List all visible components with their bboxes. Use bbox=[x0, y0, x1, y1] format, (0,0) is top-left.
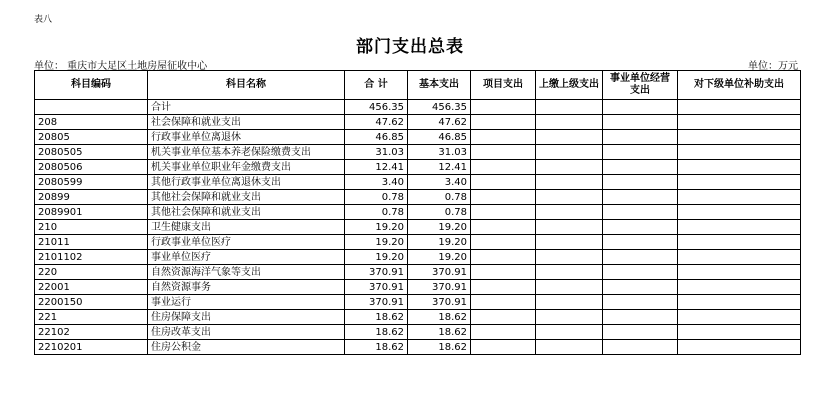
cell-total: 18.62 bbox=[345, 325, 408, 340]
cell-code: 208 bbox=[35, 115, 148, 130]
cell-business bbox=[603, 205, 678, 220]
cell-name: 行政事业单位离退休 bbox=[148, 130, 345, 145]
cell-lower bbox=[678, 235, 801, 250]
table-row bbox=[35, 340, 801, 355]
cell-name: 其他社会保障和就业支出 bbox=[148, 190, 345, 205]
cell-total: 47.62 bbox=[345, 115, 408, 130]
cell-total: 19.20 bbox=[345, 235, 408, 250]
cell-upper bbox=[536, 280, 603, 295]
cell-name: 事业单位医疗 bbox=[148, 250, 345, 265]
cell-business bbox=[603, 160, 678, 175]
cell-name: 自然资源事务 bbox=[148, 280, 345, 295]
cell-basic: 18.62 bbox=[408, 310, 471, 325]
cell-upper bbox=[536, 190, 603, 205]
cell-code: 21011 bbox=[35, 235, 148, 250]
header-business: 事业单位经营支出 bbox=[603, 71, 678, 100]
cell-name: 其他社会保障和就业支出 bbox=[148, 205, 345, 220]
table-row bbox=[35, 115, 801, 130]
cell-lower bbox=[678, 310, 801, 325]
table-row bbox=[35, 190, 801, 205]
cell-business bbox=[603, 280, 678, 295]
cell-upper bbox=[536, 205, 603, 220]
cell-total: 3.40 bbox=[345, 175, 408, 190]
cell-code: 22001 bbox=[35, 280, 148, 295]
cell-name: 其他行政事业单位离退休支出 bbox=[148, 175, 345, 190]
table-row bbox=[35, 310, 801, 325]
table-row bbox=[35, 325, 801, 340]
header-upper: 上缴上级支出 bbox=[536, 71, 603, 100]
cell-upper bbox=[536, 325, 603, 340]
cell-total: 0.78 bbox=[345, 190, 408, 205]
cell-business bbox=[603, 325, 678, 340]
cell-business bbox=[603, 340, 678, 355]
cell-basic: 0.78 bbox=[408, 205, 471, 220]
cell-lower bbox=[678, 280, 801, 295]
cell-name: 行政事业单位医疗 bbox=[148, 235, 345, 250]
expenditure-table bbox=[34, 70, 801, 355]
cell-business bbox=[603, 175, 678, 190]
cell-code: 22102 bbox=[35, 325, 148, 340]
table-number-label: 表八 bbox=[34, 15, 53, 25]
cell-project bbox=[471, 250, 536, 265]
cell-upper bbox=[536, 310, 603, 325]
cell-name: 自然资源海洋气象等支出 bbox=[148, 265, 345, 280]
cell-project bbox=[471, 325, 536, 340]
cell-business bbox=[603, 190, 678, 205]
cell-name: 机关事业单位基本养老保险缴费支出 bbox=[148, 145, 345, 160]
cell-project bbox=[471, 220, 536, 235]
unit-organization: 单位： 重庆市大足区土地房屋征收中心 bbox=[34, 61, 208, 72]
table-row bbox=[35, 205, 801, 220]
cell-total: 370.91 bbox=[345, 295, 408, 310]
cell-project bbox=[471, 190, 536, 205]
cell-upper bbox=[536, 160, 603, 175]
table-row bbox=[35, 250, 801, 265]
cell-code: 20899 bbox=[35, 190, 148, 205]
cell-business bbox=[603, 310, 678, 325]
cell-business bbox=[603, 220, 678, 235]
cell-basic: 47.62 bbox=[408, 115, 471, 130]
cell-name: 卫生健康支出 bbox=[148, 220, 345, 235]
header-project: 项目支出 bbox=[471, 71, 536, 100]
cell-total: 19.20 bbox=[345, 250, 408, 265]
cell-project bbox=[471, 280, 536, 295]
cell-project bbox=[471, 175, 536, 190]
cell-name: 住房公积金 bbox=[148, 340, 345, 355]
cell-lower bbox=[678, 175, 801, 190]
unit-currency: 单位：万元 bbox=[748, 61, 798, 72]
cell-name: 合计 bbox=[148, 100, 345, 115]
cell-basic: 19.20 bbox=[408, 220, 471, 235]
cell-project bbox=[471, 295, 536, 310]
cell-basic: 18.62 bbox=[408, 340, 471, 355]
cell-code: 220 bbox=[35, 265, 148, 280]
cell-total: 19.20 bbox=[345, 220, 408, 235]
cell-lower bbox=[678, 190, 801, 205]
cell-upper bbox=[536, 250, 603, 265]
cell-upper bbox=[536, 295, 603, 310]
cell-name: 机关事业单位职业年金缴费支出 bbox=[148, 160, 345, 175]
cell-business bbox=[603, 130, 678, 145]
header-code: 科目编码 bbox=[35, 71, 148, 100]
table-row bbox=[35, 280, 801, 295]
cell-project bbox=[471, 235, 536, 250]
cell-lower bbox=[678, 145, 801, 160]
cell-lower bbox=[678, 160, 801, 175]
table-row bbox=[35, 265, 801, 280]
cell-basic: 0.78 bbox=[408, 190, 471, 205]
cell-project bbox=[471, 340, 536, 355]
cell-lower bbox=[678, 340, 801, 355]
cell-upper bbox=[536, 100, 603, 115]
cell-lower bbox=[678, 100, 801, 115]
cell-project bbox=[471, 205, 536, 220]
cell-project bbox=[471, 160, 536, 175]
cell-project bbox=[471, 100, 536, 115]
cell-code: 2210201 bbox=[35, 340, 148, 355]
header-lower: 对下级单位补助支出 bbox=[678, 71, 801, 100]
table-row bbox=[35, 235, 801, 250]
cell-basic: 456.35 bbox=[408, 100, 471, 115]
cell-lower bbox=[678, 250, 801, 265]
cell-code: 2080505 bbox=[35, 145, 148, 160]
table-row bbox=[35, 175, 801, 190]
cell-basic: 3.40 bbox=[408, 175, 471, 190]
cell-basic: 31.03 bbox=[408, 145, 471, 160]
cell-code: 20805 bbox=[35, 130, 148, 145]
cell-code: 2200150 bbox=[35, 295, 148, 310]
cell-project bbox=[471, 130, 536, 145]
cell-lower bbox=[678, 205, 801, 220]
cell-upper bbox=[536, 340, 603, 355]
cell-project bbox=[471, 265, 536, 280]
cell-total: 12.41 bbox=[345, 160, 408, 175]
cell-code: 2080506 bbox=[35, 160, 148, 175]
cell-basic: 370.91 bbox=[408, 295, 471, 310]
cell-lower bbox=[678, 265, 801, 280]
cell-basic: 19.20 bbox=[408, 235, 471, 250]
cell-upper bbox=[536, 130, 603, 145]
cell-total: 18.62 bbox=[345, 340, 408, 355]
cell-total: 18.62 bbox=[345, 310, 408, 325]
cell-business bbox=[603, 100, 678, 115]
cell-business bbox=[603, 235, 678, 250]
header-total: 合 计 bbox=[345, 71, 408, 100]
cell-business bbox=[603, 250, 678, 265]
cell-name: 住房改革支出 bbox=[148, 325, 345, 340]
cell-total: 31.03 bbox=[345, 145, 408, 160]
cell-total: 370.91 bbox=[345, 265, 408, 280]
cell-lower bbox=[678, 220, 801, 235]
cell-total: 456.35 bbox=[345, 100, 408, 115]
cell-upper bbox=[536, 175, 603, 190]
header-basic: 基本支出 bbox=[408, 71, 471, 100]
cell-total: 0.78 bbox=[345, 205, 408, 220]
cell-business bbox=[603, 145, 678, 160]
cell-upper bbox=[536, 115, 603, 130]
cell-basic: 370.91 bbox=[408, 265, 471, 280]
cell-lower bbox=[678, 115, 801, 130]
table-row bbox=[35, 130, 801, 145]
cell-name: 事业运行 bbox=[148, 295, 345, 310]
cell-lower bbox=[678, 325, 801, 340]
cell-code: 221 bbox=[35, 310, 148, 325]
header-name: 科目名称 bbox=[148, 71, 345, 100]
cell-code: 2089901 bbox=[35, 205, 148, 220]
cell-basic: 18.62 bbox=[408, 325, 471, 340]
page-title: 部门支出总表 bbox=[356, 37, 464, 57]
cell-lower bbox=[678, 295, 801, 310]
cell-upper bbox=[536, 265, 603, 280]
cell-basic: 19.20 bbox=[408, 250, 471, 265]
cell-total: 46.85 bbox=[345, 130, 408, 145]
cell-code: 2080599 bbox=[35, 175, 148, 190]
cell-basic: 12.41 bbox=[408, 160, 471, 175]
cell-project bbox=[471, 115, 536, 130]
table-row bbox=[35, 160, 801, 175]
table-row bbox=[35, 145, 801, 160]
cell-business bbox=[603, 265, 678, 280]
cell-basic: 370.91 bbox=[408, 280, 471, 295]
cell-code: 2101102 bbox=[35, 250, 148, 265]
table-row bbox=[35, 295, 801, 310]
cell-code bbox=[35, 100, 148, 115]
cell-code: 210 bbox=[35, 220, 148, 235]
table-row bbox=[35, 220, 801, 235]
cell-project bbox=[471, 310, 536, 325]
cell-business bbox=[603, 295, 678, 310]
cell-upper bbox=[536, 220, 603, 235]
cell-name: 住房保障支出 bbox=[148, 310, 345, 325]
cell-total: 370.91 bbox=[345, 280, 408, 295]
cell-name: 社会保障和就业支出 bbox=[148, 115, 345, 130]
table-row bbox=[35, 100, 801, 115]
cell-project bbox=[471, 145, 536, 160]
cell-business bbox=[603, 115, 678, 130]
cell-lower bbox=[678, 130, 801, 145]
table-header-row bbox=[35, 71, 801, 100]
cell-upper bbox=[536, 145, 603, 160]
cell-upper bbox=[536, 235, 603, 250]
cell-basic: 46.85 bbox=[408, 130, 471, 145]
